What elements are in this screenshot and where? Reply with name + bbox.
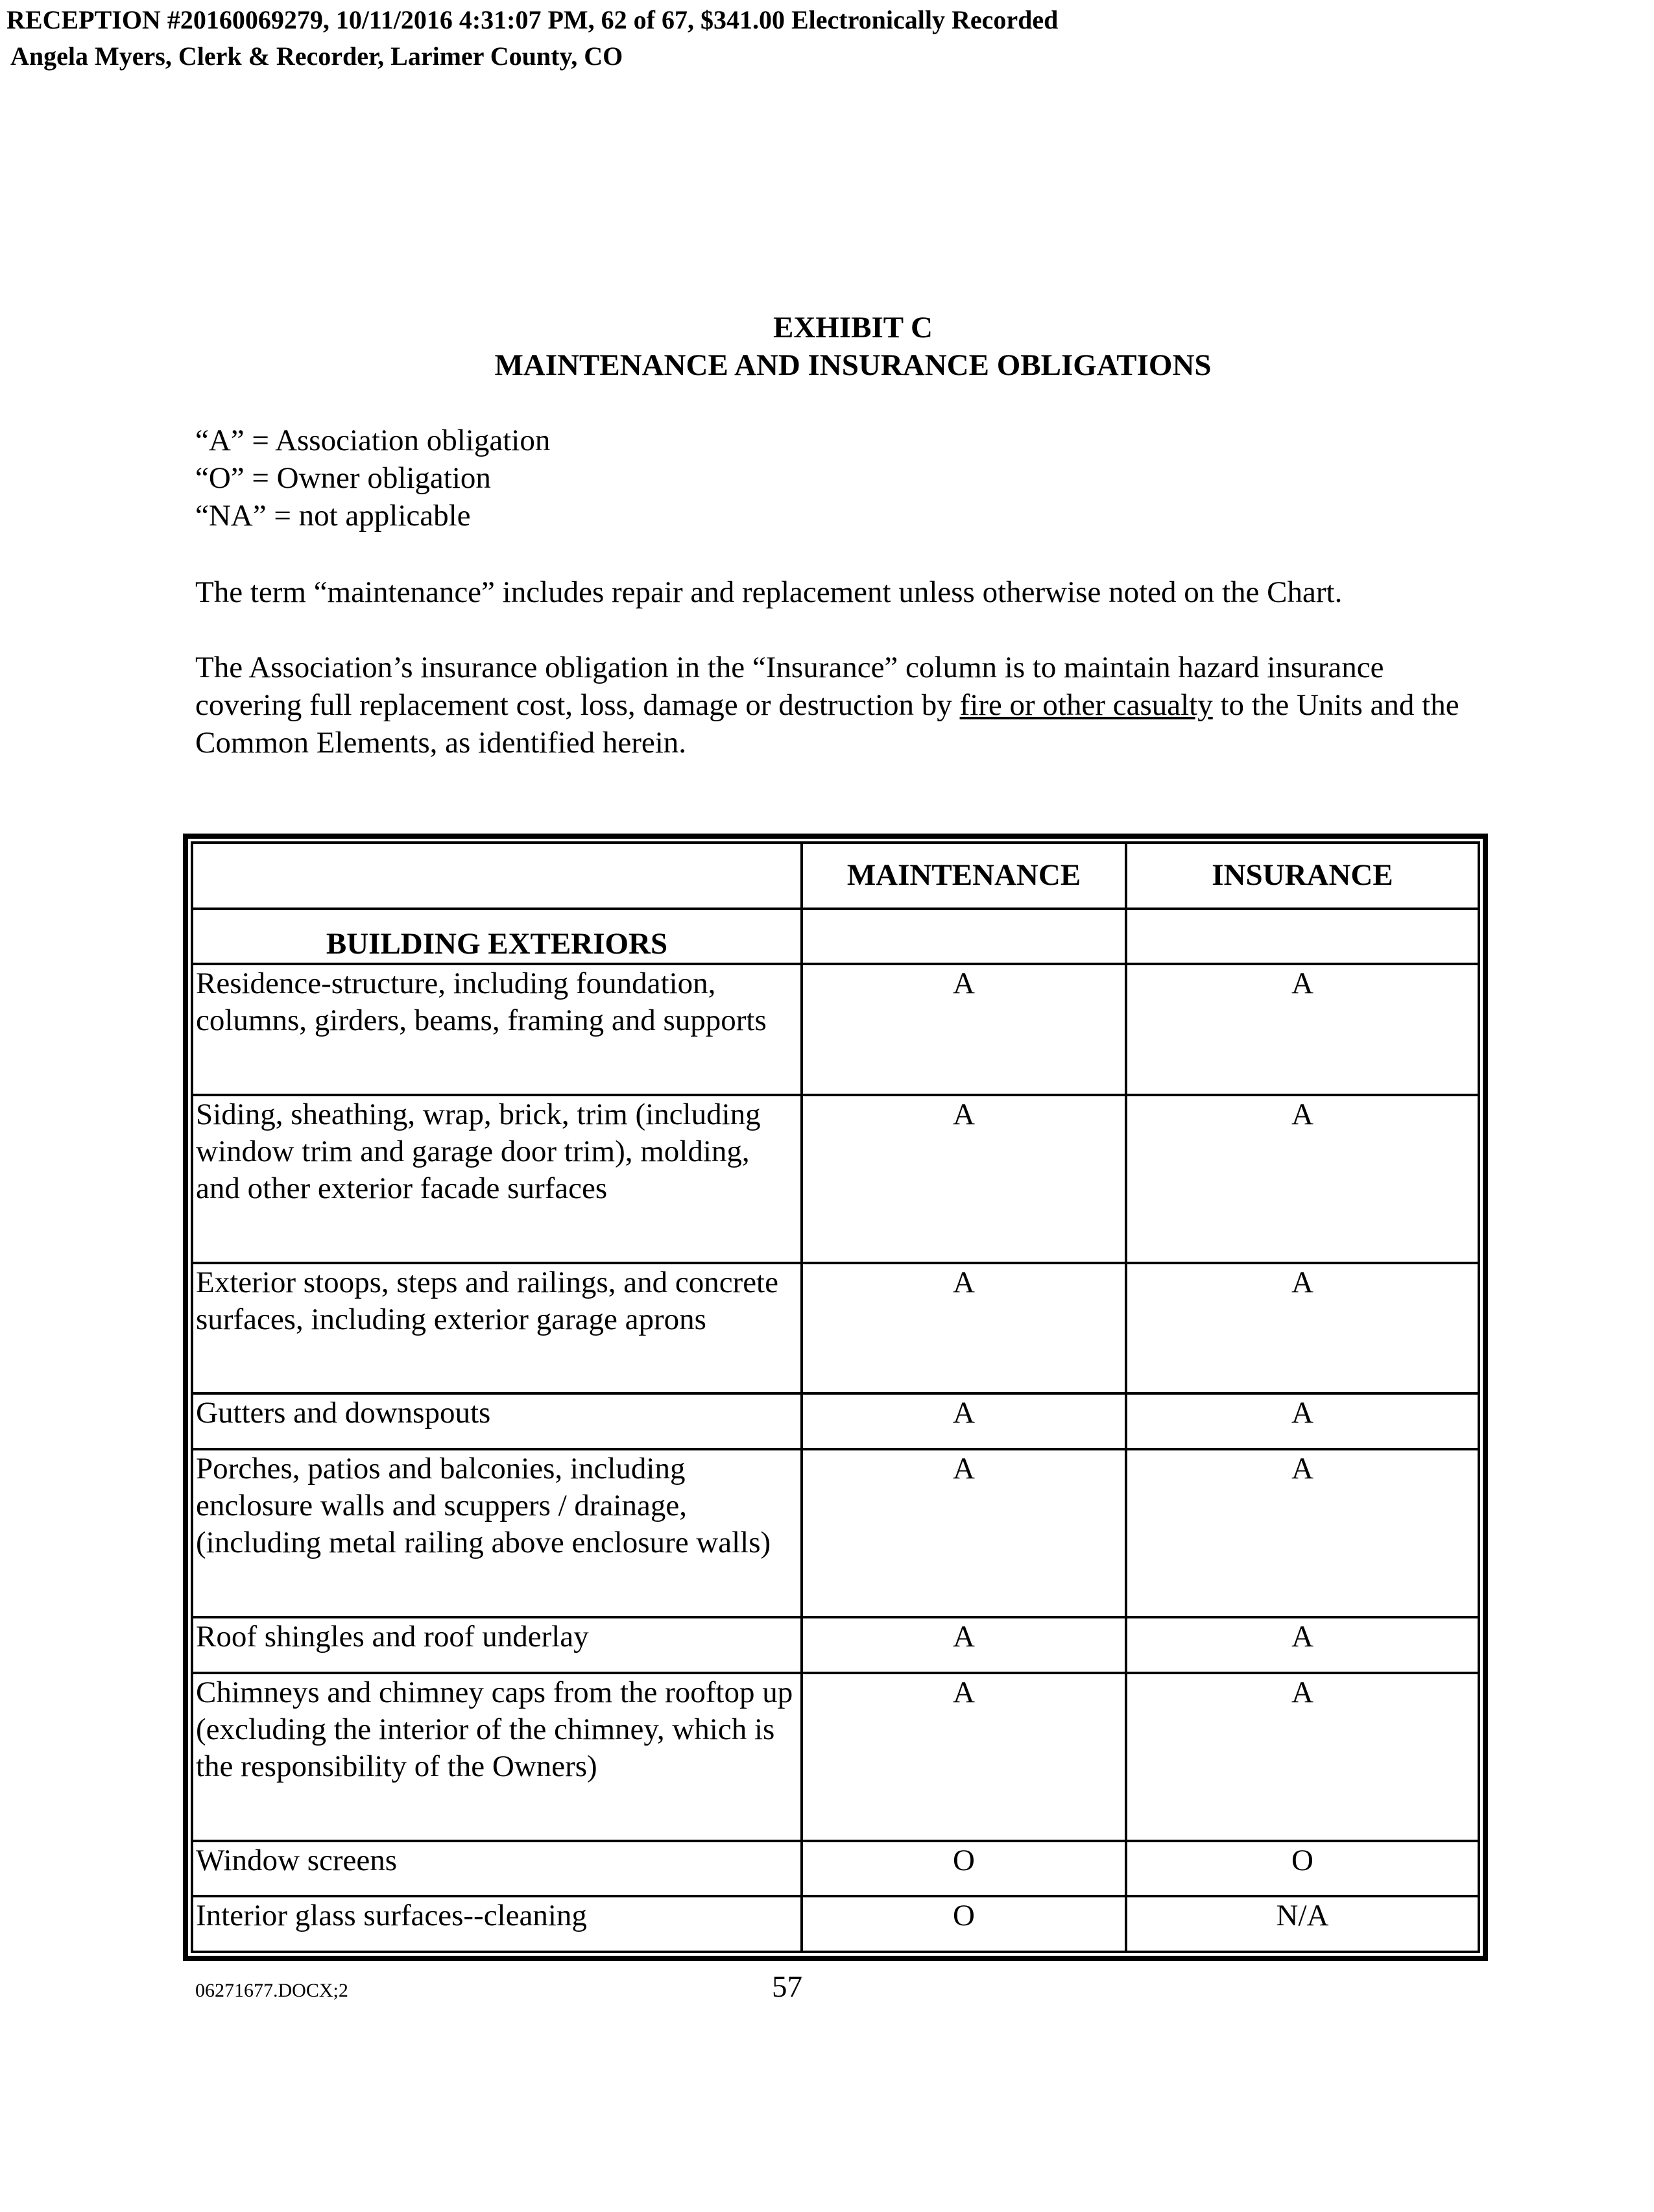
page-number: 57 <box>772 1970 802 2004</box>
obligations-table <box>191 841 1480 1953</box>
row-item: Residence-structure, including foundation, columns, girders, beams, framing and supports <box>192 964 802 1094</box>
row-item: Porches, patios and balconies, including enclosure walls and scuppers / drainage, (including metal railing above enclosure walls) <box>192 1449 802 1617</box>
recorder-stamp: Angela Myers, Clerk & Recorder, Larimer County, CO <box>10 42 623 71</box>
row-maintenance: O <box>802 1896 1126 1952</box>
document-id: 06271677.DOCX;2 <box>195 1980 348 2001</box>
obligations-table-frame <box>183 834 1488 1961</box>
section-title: BUILDING EXTERIORS <box>192 909 802 964</box>
row-maintenance: A <box>802 1393 1126 1449</box>
row-item: Interior glass surfaces--cleaning <box>192 1896 802 1952</box>
table-row <box>192 1896 1479 1952</box>
table-row <box>192 1095 1479 1263</box>
row-maintenance: A <box>802 1617 1126 1672</box>
row-maintenance: A <box>802 964 1126 1094</box>
row-insurance: A <box>1126 1617 1479 1672</box>
reception-stamp: RECEPTION #20160069279, 10/11/2016 4:31:07 PM, 62 of 67, $341.00 Electronically Recorded <box>6 5 1059 34</box>
row-maintenance: A <box>802 1449 1126 1617</box>
insurance-text-before: The Association’s insurance obligation in the “Insurance” column is to maintain hazard insurance covering full replacement cost, loss, damage or destruction by <box>195 651 1384 722</box>
table-row <box>192 1449 1479 1617</box>
row-item: Window screens <box>192 1841 802 1896</box>
row-item: Chimneys and chimney caps from the rooftop up (excluding the interior of the chimney, which is the responsibility of the Owners) <box>192 1673 802 1841</box>
table-row <box>192 1673 1479 1841</box>
insurance-text-underlined: fire or other casualty <box>959 688 1213 722</box>
maintenance-term-paragraph: The term “maintenance” includes repair and replacement unless otherwise noted on the Chart. <box>195 575 1343 609</box>
table-row <box>192 1617 1479 1672</box>
row-insurance: A <box>1126 1263 1479 1393</box>
row-insurance: A <box>1126 1393 1479 1449</box>
row-maintenance: O <box>802 1841 1126 1896</box>
legend-not-applicable: “NA” = not applicable <box>195 499 471 533</box>
header-maintenance: MAINTENANCE <box>802 843 1126 909</box>
row-insurance: A <box>1126 1673 1479 1841</box>
header-item <box>192 843 802 909</box>
row-maintenance: A <box>802 1263 1126 1393</box>
row-item: Gutters and downspouts <box>192 1393 802 1449</box>
header-insurance: INSURANCE <box>1126 843 1479 909</box>
legend-association: “A” = Association obligation <box>195 424 551 457</box>
row-item: Siding, sheathing, wrap, brick, trim (including window trim and garage door trim), molding, and other exterior facade surfaces <box>192 1095 802 1263</box>
row-maintenance: A <box>802 1095 1126 1263</box>
table-row <box>192 1393 1479 1449</box>
section-empty-maintenance <box>802 909 1126 964</box>
insurance-text-after: to the Units and the Common Elements, as identified herein. <box>195 688 1459 760</box>
exhibit-subtitle: MAINTENANCE AND INSURANCE OBLIGATIONS <box>494 348 1212 382</box>
insurance-obligation-paragraph <box>195 649 1492 762</box>
section-row <box>192 909 1479 964</box>
row-insurance: A <box>1126 1095 1479 1263</box>
exhibit-title: EXHIBIT C <box>773 311 933 344</box>
row-item: Exterior stoops, steps and railings, and concrete surfaces, including exterior garage aprons <box>192 1263 802 1393</box>
row-insurance: A <box>1126 1449 1479 1617</box>
table-row <box>192 964 1479 1094</box>
table-header-row <box>192 843 1479 909</box>
row-maintenance: A <box>802 1673 1126 1841</box>
row-insurance: A <box>1126 964 1479 1094</box>
table-row <box>192 1841 1479 1896</box>
row-insurance: O <box>1126 1841 1479 1896</box>
table-row <box>192 1263 1479 1393</box>
row-item: Roof shingles and roof underlay <box>192 1617 802 1672</box>
row-insurance: N/A <box>1126 1896 1479 1952</box>
legend-owner: “O” = Owner obligation <box>195 461 491 495</box>
section-empty-insurance <box>1126 909 1479 964</box>
